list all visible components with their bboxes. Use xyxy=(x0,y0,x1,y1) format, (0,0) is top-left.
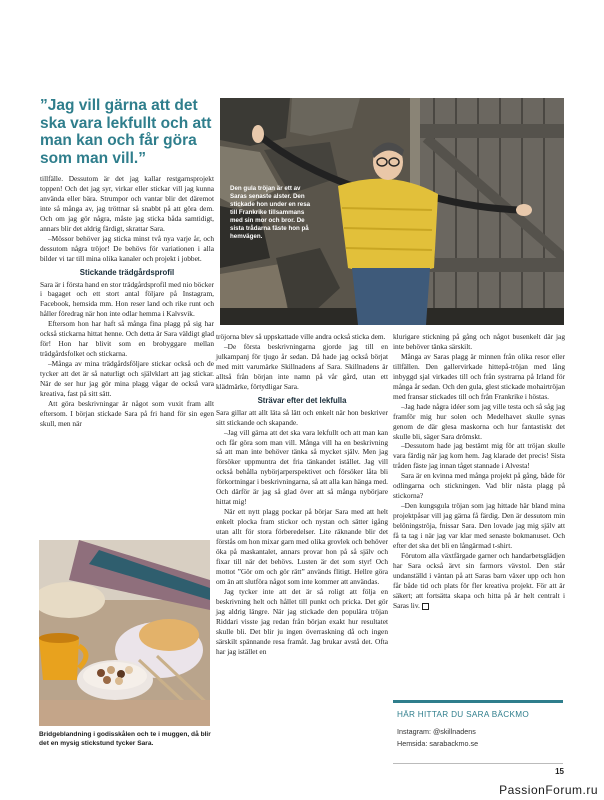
col3-last-text: Förutom alla växtfärgade garner och handarbetsglädjen har Sara också ärvt sin farmors vävstol. Den står undanställd i väntan på att Saras barn växer upp och hon får både tid och plats för fler kreativa projekt. För att är säkert; att fortsätta skapa och hitta på är helt centralt i Saras liv. xyxy=(393,550,565,610)
info-instagram[interactable]: Instagram: @skillnadens xyxy=(397,727,476,736)
col1-paragraph: –Många av mina trädgårdsföljare stickar också och de tycker att det är så naturligt och självklart att jag stickar. När de ser hur jag gör mina plagg vågar de också vara kreativa, fast på sitt sätt. xyxy=(40,359,214,399)
end-mark-icon xyxy=(422,603,429,610)
column-3 xyxy=(393,332,565,611)
col3-paragraph: –Den kungsgula tröjan som jag hittade här bland mina projektpåsar vill jag gärna få färdig. Den är dessutom min belöningströja, fnissar Sara. Den lovade jag mig själv att få ta tag i när jag var klar med senaste bokmanuset. Och efter det ska det bli en långärmad t-shirt. xyxy=(393,501,565,551)
col3-paragraph xyxy=(393,551,565,611)
column-2 xyxy=(216,332,388,657)
col2-paragraph: tröjorna blev så uppskattade ville andra också sticka dem. xyxy=(216,332,386,341)
col1-paragraph: Sara är i första hand en stor trädgårdsprofil med nio böcker i bagaget och ett stort antal följare på Instagram, Facebook, hemsida mm. Hon reser land och rike runt och håller föredrag när hon inte odlar hemma i Kalvsvik. xyxy=(40,279,214,319)
col1-paragraph: Att göra beskrivningar är något som vuxit fram allt eftersom. I början stickade Sara på fri hand för sin egen skull, men när xyxy=(40,398,214,428)
watermark: PassionForum.ru xyxy=(499,783,598,797)
col3-paragraph: –Jag hade några idéer som jag ville testa och så såg jag framför mig hur solen och Medelhavet skulle synas genom de där glesa maskorna och hur fantastiskt det skulle bli, säger Sara drömskt. xyxy=(393,401,565,441)
col2-paragraph: –De första beskrivningarna gjorde jag till en julkampanj för tjugo år sedan. Då hade jag också börjat med mitt varumärke Skillnadens af Sara. Skillnadens är alltså från början inte namn på vår gård, utan ett klädmärke, förtydligar Sara. xyxy=(216,341,388,391)
info-website[interactable]: Hemsida: sarabackmo.se xyxy=(397,739,479,748)
info-box-title: HÄR HITTAR DU SARA BÄCKMO xyxy=(397,710,529,719)
section-heading: Strävar efter det lekfulla xyxy=(257,395,347,405)
col3-paragraph: Många av Saras plagg är minnen från olika resor eller tillfällen. Den gallervirkade hittepå-tröjan med lång inbyggd sjal virkades till och från systrarna på Irland för många år sedan. Och den gula, glest stickade mohairtröjan med fransar stickades till och från Frankrike i höstas. xyxy=(393,351,565,401)
page-number: 15 xyxy=(555,767,564,776)
col1-paragraph: –Mössor behöver jag sticka minst två nya varje år, och dessutom några tröjor! De behövs för variationen i alla bilder vi tar till mina olika kanaler och projekt i jobbet. xyxy=(40,233,214,263)
photo-knitting-still-life xyxy=(39,540,210,726)
col2-paragraph: Jag tycker inte att det är så roligt att följa en beskrivning helt och hållet till punkt och pricka. Det gör jag aldrig längre. När jag stickade den populära tröjan Riddari visste jag redan från början exakt hur resultatet skulle bli. Det blir ju ingen överraskning då och ingen särskilt spännande resa framåt. Jag brukar avstå det. Ofta har jag istället en xyxy=(216,586,388,656)
col2-paragraph: Sara gillar att allt läta så lätt och enkelt när hon beskriver sitt stickande och skapande. xyxy=(216,407,388,427)
col3-paragraph: –Dessutom hade jag bestämt mig för att tröjan skulle vara färdig när jag kom hem. Jag klarade det precis! Sista tråden fäste jag innan tåget stannade i Alvesta! xyxy=(393,441,565,471)
photo-main-caption: Den gula tröjan är ett av Saras senaste alster. Den stickade hon under en resa till Frankrike tillsammans med sin mor och bror. De sista trådarna fäste hon på hemvägen. xyxy=(230,185,311,240)
col3-paragraph: Sara är en kvinna med många projekt på gång, både för odlingarna och stickningen. Vad blir nästa plagg på stickorna? xyxy=(393,471,565,501)
column-1 xyxy=(40,174,214,429)
col2-paragraph: –Jag vill gärna att det ska vara lekfullt och att man kan och får göra som man vill. Många vill ha en beskrivning så att man inte behöver tänka så mycket själv. Men jag försöker uppmuntra det fria tänkandet istället. Jag vill också behålla nybörjarperspektivet och försöker låta bli förkortningar i beskrivningarna, så att alla kan hänga med. Och därför är jag så glad över att så många nybörjare hittat mig! xyxy=(216,427,388,507)
photo-knit-caption: Bridgeblandning i godisskålen och te i muggen, då blir det en mysig stickstund tycker Sara. xyxy=(39,731,211,747)
col3-paragraph: klurigare stickning på gång och något busenkelt där jag inte behöver tänka särskilt. xyxy=(393,332,565,351)
section-heading: Stickande trädgårdsprofil xyxy=(79,267,175,277)
col1-paragraph: tillfälle. Dessutom är det jag kallar restgarnsprojekt toppen! Och det jag syr, virkar eller stickar vill jag kunna använda eller bära. Strumpor och vantar blir det däremot inte så många av, jag tröttnar så snabbt på att göra dem. Och om jag gör några, måste jag sticka båda samtidigt, annars blir det aldrig färdigt, skrattar Sara. xyxy=(40,174,214,233)
pull-quote: ”Jag vill gärna att det ska vara lekfullt och att man kan och får göra som man vill.” xyxy=(40,97,212,167)
col2-paragraph: När ett nytt plagg pockar på börjar Sara med att helt enkelt plocka fram stickor och nystan och sätter igång utan allt för stora förberedelser. Lite räknande blir det förstås om hon mixar garn med olika grovlek och behöver öka på maskantalet, annars provar hon på så själv och fixar till när det behövs. Lusten är det som styr! Och mottot ”Gör om och gör rätt” används flitigt. Hellre göra om än att slutföra något som inte kommer att användas. xyxy=(216,507,388,586)
col1-paragraph: Eftersom hon har haft så många fina plagg på sig har också stickarna hittat henne. Och detta är Sara väldigt glad för! Hon har blivit som en brobyggare mellan trädgårdsfolket och stickarna. xyxy=(40,319,214,359)
info-box xyxy=(393,700,563,764)
